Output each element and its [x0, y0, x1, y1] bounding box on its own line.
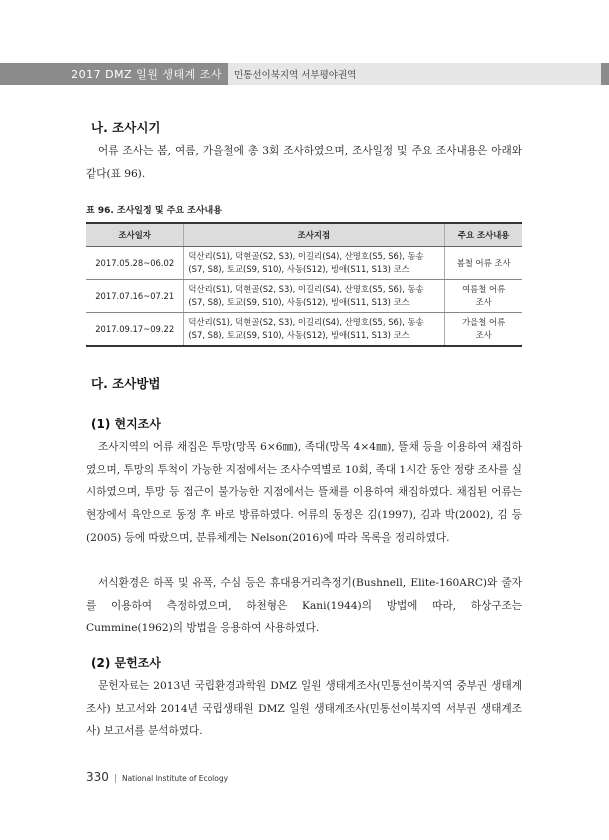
- table-row: [86, 280, 522, 313]
- literature-survey-text: 문헌자료는 2013년 국립환경과학원 DMZ 일원 생태계조사(민통선이북지역 중부권 생태계조사) 보고서와 2014년 국립생태원 DMZ 일원 생태계조사(민통선이북지역 서부권 생태계조사) 보고서를 분석하였다.: [86, 680, 522, 738]
- site-line: (S7, S8), 토교(S9, S10), 사동(S12), 빙애(S11, S13) 코스: [188, 264, 410, 274]
- survey-period-paragraph: [86, 140, 522, 185]
- site-line: 덕산리(S1), 덕현골(S2, S3), 이길리(S4), 산명호(S5, S6), 동송: [188, 317, 424, 327]
- site-line: 덕산리(S1), 덕현골(S2, S3), 이길리(S4), 산명호(S5, S6), 동송: [188, 284, 424, 294]
- field-survey-paragraph-2: [86, 572, 522, 640]
- content-line: 조사: [475, 330, 492, 340]
- row-site: [184, 313, 445, 347]
- running-header: [0, 63, 609, 85]
- site-line: (S7, S8), 토교(S9, S10), 사동(S12), 빙애(S11, S13) 코스: [188, 330, 410, 340]
- table-row: [86, 313, 522, 347]
- row-date: 2017.05.28~06.02: [86, 247, 184, 280]
- header-edge-block: [601, 63, 609, 85]
- footer-institute: National Institute of Ecology: [121, 774, 229, 783]
- header-region-title: 민통선이북지역 서부평야권역: [228, 63, 601, 85]
- page-number: 330: [86, 770, 109, 784]
- row-site: [184, 280, 445, 313]
- survey-schedule-table: [86, 222, 522, 347]
- content-line: 여름철 어류: [462, 284, 506, 294]
- header-content: 주요 조사내용: [445, 223, 522, 247]
- section-title-survey-method: 다. 조사방법: [91, 376, 161, 391]
- subsection-title-field-survey: (1) 현지조사: [91, 417, 161, 431]
- field-survey-paragraph-1: [86, 436, 522, 550]
- header-site: 조사지점: [184, 223, 445, 247]
- header-report-title: 2017 DMZ 일원 생태계 조사: [0, 63, 228, 85]
- footer-separator: |: [113, 774, 117, 784]
- content-line: 조사: [475, 297, 492, 307]
- site-line: 덕산리(S1), 덕현골(S2, S3), 이길리(S4), 산명호(S5, S6), 동송: [188, 251, 424, 261]
- table-caption: 표 96. 조사일정 및 주요 조사내용: [86, 206, 222, 216]
- section-title-survey-period: 나. 조사시기: [91, 120, 161, 135]
- table-header-row: [86, 223, 522, 247]
- header-date: 조사일자: [86, 223, 184, 247]
- row-content: [445, 247, 522, 280]
- subsection-title-literature-survey: (2) 문헌조사: [91, 656, 161, 670]
- row-content: [445, 280, 522, 313]
- literature-survey-paragraph: [86, 675, 522, 743]
- row-date: 2017.09.17~09.22: [86, 313, 184, 347]
- field-survey-text-1: 조사지역의 어류 채집은 투망(망목 6×6㎜), 족대(망목 4×4㎜), 뜰채 등을 이용하여 채집하였으며, 투망의 투척이 가능한 지점에서는 조사수역별로 10회, 족대 1시간 동안 정량 조사를 실시하였으며, 투망 등 접근이 불가능한 지점에서는 뜰채를 이용하여 채집하였다. 채집된 어류는 현장에서 육안으로 동정 후 바로 방류하였다. 어류의 동정은 김(1997), 김과 박(2002), 김 등(2005) 등에 따랐으며, 분류체계는 Nelson(2016)에 따라 목록을 정리하였다.: [86, 441, 522, 544]
- survey-period-text: 어류 조사는 봄, 여름, 가을철에 총 3회 조사하였으며, 조사일정 및 주요 조사내용은 아래와 같다(표 96).: [86, 145, 522, 180]
- field-survey-text-2: 서식환경은 하폭 및 유폭, 수심 등은 휴대용거리측정기(Bushnell, Elite-160ARC)와 줄자를 이용하여 측정하였으며, 하천형은 Kani(1944)의 방법에 따라, 하상구조는 Cummine(1962)의 방법을 응용하여 사용하였다.: [86, 577, 522, 635]
- row-content: [445, 313, 522, 347]
- content-line: 가을철 어류: [462, 317, 506, 327]
- row-site: [184, 247, 445, 280]
- row-date: 2017.07.16~07.21: [86, 280, 184, 313]
- table-row: [86, 247, 522, 280]
- page-footer: [86, 770, 228, 784]
- site-line: (S7, S8), 토교(S9, S10), 사동(S12), 빙애(S11, S13) 코스: [188, 297, 410, 307]
- content-line: 봄철 어류 조사: [456, 257, 511, 268]
